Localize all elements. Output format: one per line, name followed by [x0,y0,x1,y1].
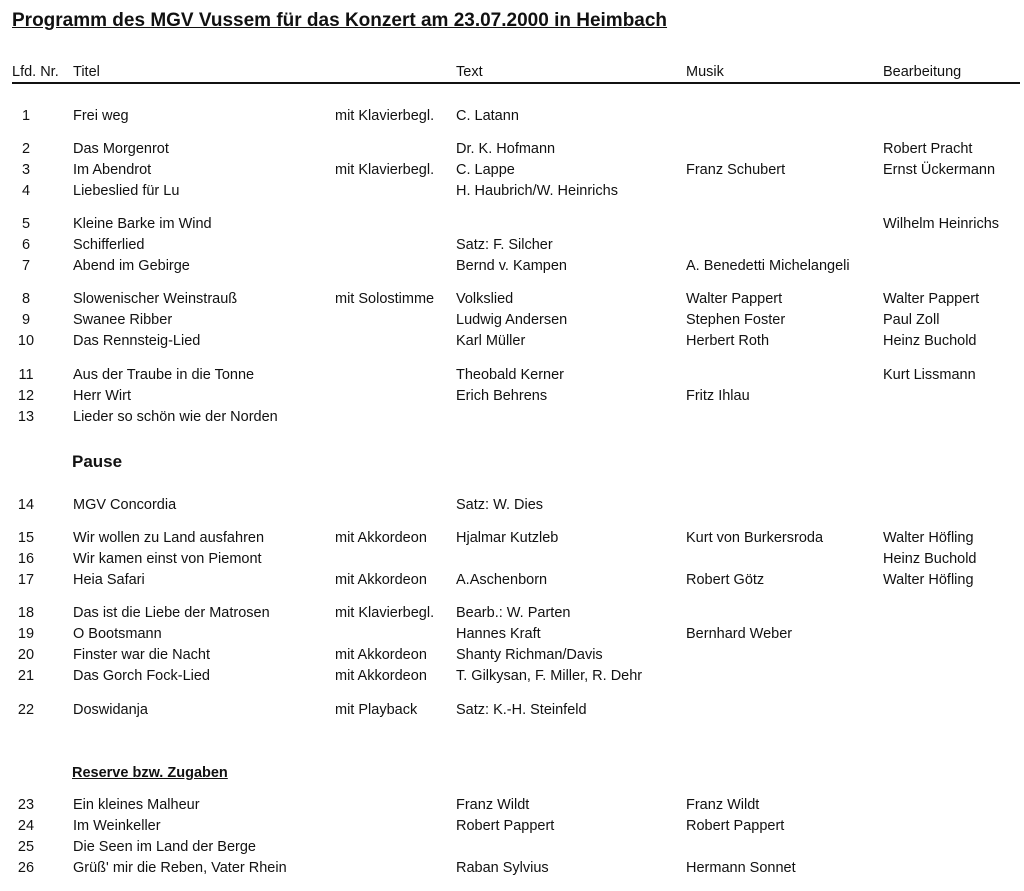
row-note: mit Klavierbegl. [335,162,435,178]
row-title: Herr Wirt [73,388,131,404]
row-text: Erich Behrens [456,388,548,404]
row-title: O Bootsmann [73,626,162,642]
row-text: Karl Müller [456,333,526,349]
row-title: Slowenischer Weinstrauß [73,291,238,307]
row-number: 5 [21,216,31,232]
row-title: Das Gorch Fock-Lied [73,668,210,684]
row-number: 9 [21,312,31,328]
row-title: Aus der Traube in die Tonne [73,367,255,383]
row-text: Shanty Richman/Davis [456,647,603,663]
row-text: Robert Pappert [456,818,555,834]
row-number: 19 [17,626,35,642]
row-text: Dr. K. Hofmann [456,141,556,157]
row-text: C. Latann [456,108,519,124]
program-row [0,551,1024,571]
row-text: C. Lappe [456,162,515,178]
row-musik: Stephen Foster [686,312,786,328]
row-musik: Walter Pappert [686,291,783,307]
row-text: Bearb.: W. Parten [456,605,571,621]
row-musik: Franz Wildt [686,797,760,813]
row-title: Wir kamen einst von Piemont [73,551,262,567]
row-title: Swanee Ribber [73,312,173,328]
row-title: Die Seen im Land der Berge [73,839,256,855]
row-text: Theobald Kerner [456,367,565,383]
header-divider [12,82,1020,84]
row-number: 8 [21,291,31,307]
row-number: 20 [17,647,35,663]
row-note: mit Akkordeon [335,647,427,663]
row-title: Das ist die Liebe der Matrosen [73,605,270,621]
row-title: Abend im Gebirge [73,258,190,274]
row-text: Hannes Kraft [456,626,541,642]
row-note: mit Akkordeon [335,530,427,546]
row-title: Das Rennsteig-Lied [73,333,201,349]
row-musik: Hermann Sonnet [686,860,796,876]
row-text: Raban Sylvius [456,860,549,876]
program-row [0,216,1024,236]
row-note: mit Akkordeon [335,668,427,684]
page-title: Programm des MGV Vussem für das Konzert am 23.07.2000 in Heimbach [12,10,668,31]
program-row [0,108,1024,128]
row-title: Lieder so schön wie der Norden [73,409,278,425]
row-note: mit Akkordeon [335,572,427,588]
row-bearbeitung: Heinz Buchold [883,333,977,349]
row-number: 17 [17,572,35,588]
row-title: Doswidanja [73,702,148,718]
row-text: Satz: W. Dies [456,497,544,513]
program-row [0,237,1024,257]
row-title: Heia Safari [73,572,145,588]
row-number: 6 [21,237,31,253]
row-text: A.Aschenborn [456,572,548,588]
program-row [0,530,1024,550]
program-row [0,839,1024,859]
row-bearbeitung: Ernst Ückermann [883,162,996,178]
program-row [0,797,1024,817]
row-number: 21 [17,668,35,684]
program-row [0,333,1024,353]
row-title: Schifferlied [73,237,145,253]
program-row [0,258,1024,278]
row-number: 11 [18,367,34,383]
row-note: mit Playback [335,702,418,718]
program-row [0,605,1024,625]
row-number: 23 [17,797,35,813]
row-musik: Fritz Ihlau [686,388,750,404]
row-title: Im Abendrot [73,162,152,178]
row-title: Kleine Barke im Wind [73,216,212,232]
row-title: Grüß' mir die Reben, Vater Rhein [73,860,287,876]
row-bearbeitung: Walter Höfling [883,572,974,588]
row-bearbeitung: Wilhelm Heinrichs [883,216,1000,232]
row-title: Das Morgenrot [73,141,169,157]
row-musik: Franz Schubert [686,162,786,178]
row-number: 7 [21,258,31,274]
program-row [0,409,1024,429]
row-title: Liebeslied für Lu [73,183,180,199]
row-number: 2 [21,141,31,157]
row-number: 16 [17,551,35,567]
row-text: H. Haubrich/W. Heinrichs [456,183,618,199]
row-number: 15 [17,530,35,546]
row-title: Im Weinkeller [73,818,161,834]
row-title: MGV Concordia [73,497,177,513]
row-musik: Robert Götz [686,572,765,588]
reserve-heading: Reserve bzw. Zugaben [72,765,228,781]
row-text: Ludwig Andersen [456,312,568,328]
row-musik: Kurt von Burkersroda [686,530,824,546]
program-row [0,162,1024,182]
row-text: Hjalmar Kutzleb [456,530,559,546]
row-musik: Bernhard Weber [686,626,793,642]
row-text: T. Gilkysan, F. Miller, R. Dehr [456,668,643,684]
row-number: 14 [17,497,35,513]
row-number: 24 [17,818,35,834]
row-title: Finster war die Nacht [73,647,210,663]
row-number: 1 [21,108,31,124]
row-number: 26 [17,860,35,876]
header-musik: Musik [686,64,724,80]
program-row [0,860,1024,880]
row-number: 22 [17,702,35,718]
row-musik: Robert Pappert [686,818,785,834]
program-row [0,647,1024,667]
row-text: Volkslied [456,291,514,307]
row-number: 12 [17,388,35,404]
program-row [0,497,1024,517]
row-note: mit Klavierbegl. [335,605,435,621]
row-number: 10 [17,333,35,349]
row-text: Satz: K.-H. Steinfeld [456,702,587,718]
row-bearbeitung: Robert Pracht [883,141,973,157]
row-musik: A. Benedetti Michelangeli [686,258,850,274]
row-number: 3 [21,162,31,178]
header-titel: Titel [73,64,100,80]
row-bearbeitung: Walter Pappert [883,291,980,307]
program-row [0,388,1024,408]
pause-heading: Pause [72,452,123,471]
header-text: Text [456,64,483,80]
row-number: 13 [17,409,35,425]
row-bearbeitung: Heinz Buchold [883,551,977,567]
program-row [0,312,1024,332]
row-text: Franz Wildt [456,797,530,813]
program-row [0,626,1024,646]
row-note: mit Klavierbegl. [335,108,435,124]
program-row [0,668,1024,688]
header-bearbeitung: Bearbeitung [883,64,962,80]
row-bearbeitung: Kurt Lissmann [883,367,976,383]
row-number: 18 [17,605,35,621]
program-row [0,291,1024,311]
program-row [0,141,1024,161]
header-nr: Lfd. Nr. [12,64,59,80]
row-number: 25 [17,839,35,855]
row-bearbeitung: Paul Zoll [883,312,940,328]
program-row [0,702,1024,722]
row-title: Ein kleines Malheur [73,797,200,813]
program-row [0,367,1024,387]
row-title: Frei weg [73,108,129,124]
row-note: mit Solostimme [335,291,435,307]
row-bearbeitung: Walter Höfling [883,530,974,546]
row-text: Bernd v. Kampen [456,258,567,274]
row-musik: Herbert Roth [686,333,770,349]
row-number: 4 [21,183,31,199]
program-row [0,818,1024,838]
program-row [0,183,1024,203]
row-text: Satz: F. Silcher [456,237,553,253]
program-row [0,572,1024,592]
row-title: Wir wollen zu Land ausfahren [73,530,265,546]
